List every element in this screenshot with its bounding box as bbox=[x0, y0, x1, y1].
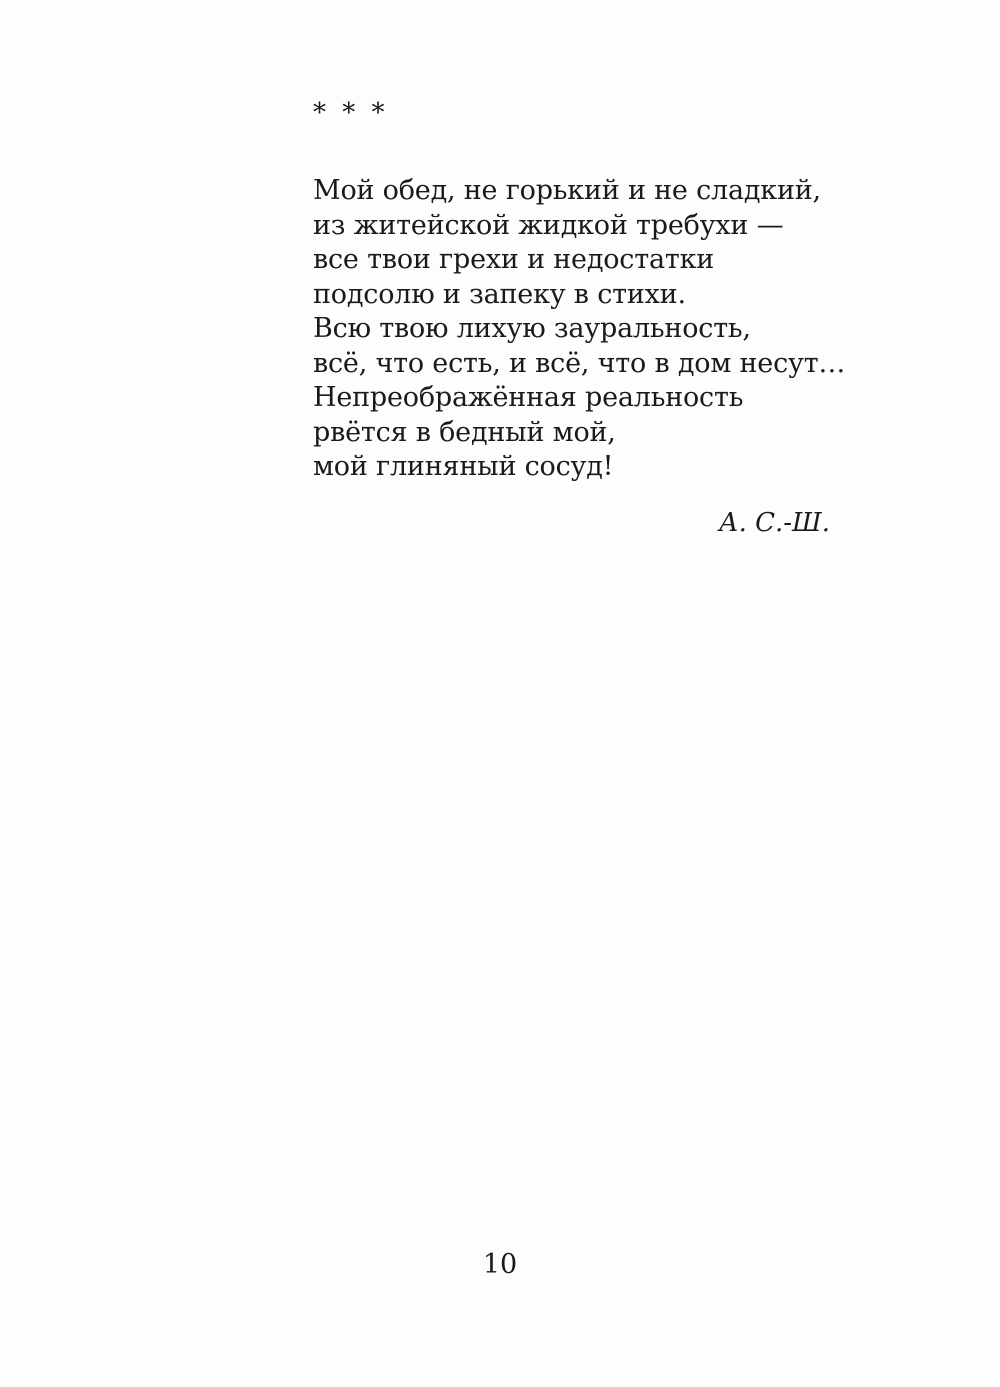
page-number: 10 bbox=[482, 1249, 518, 1280]
poem-line: Непреображённая реальность bbox=[313, 382, 744, 413]
poem-separator: * * * bbox=[313, 98, 389, 128]
poem-line: рвётся в бедный мой, bbox=[313, 416, 616, 448]
poem-line: из житейской жидкой требухи — bbox=[313, 209, 784, 241]
poem-line: подсолю и запеку в стихи. bbox=[313, 278, 686, 310]
poem-line: всё, что есть, и всё, что в дом несут… bbox=[313, 347, 846, 379]
author-signature: А. С.-Ш. bbox=[718, 508, 830, 538]
poem-lines bbox=[313, 174, 853, 485]
poem-line: Мой обед, не горький и не сладкий, bbox=[313, 175, 821, 206]
poem-line: Всю твою лихую зауральность, bbox=[313, 313, 751, 344]
poem-line: мой глиняный сосуд! bbox=[313, 451, 614, 482]
poem-line: все твои грехи и недостатки bbox=[313, 244, 715, 275]
poem bbox=[313, 100, 853, 485]
